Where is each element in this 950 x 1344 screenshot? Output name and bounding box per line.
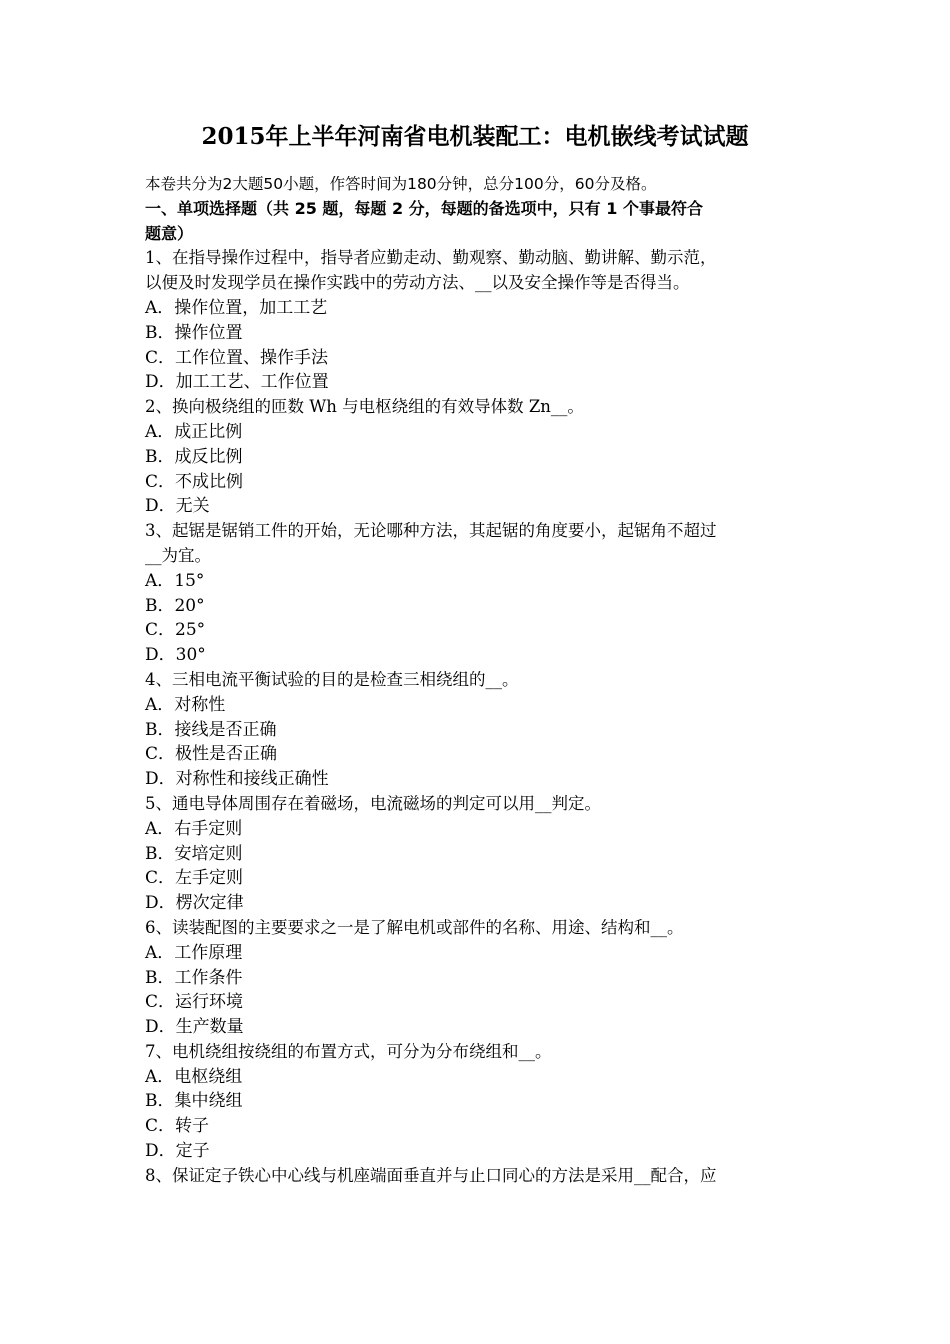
question-4-option-c: C．极性是否正确 (145, 744, 278, 765)
question-6-option-a: A．工作原理 (145, 942, 243, 963)
question-7-option-a: A．电枢绕组 (145, 1066, 243, 1087)
question-5-line-1: 5、通电导体周围存在着磁场，电流磁场的判定可以用__判定。 (145, 793, 601, 813)
section-heading-line-1: 一、单项选择题（共 25 题，每题 2 分，每题的备选项中，只有 1 个事最符合 (145, 198, 703, 218)
question-6-line-1: 6、读装配图的主要要求之一是了解电机或部件的名称、用途、结构和__。 (145, 917, 684, 937)
question-2-option-c: C．不成比例 (145, 471, 244, 492)
question-8-line-1: 8、保证定子铁心中心线与机座端面垂直并与止口同心的方法是采用__配合，应 (145, 1165, 717, 1185)
question-4-option-a: A．对称性 (145, 694, 226, 715)
question-7-option-c: C．转子 (145, 1116, 210, 1137)
question-1-option-b: B．操作位置 (145, 322, 243, 343)
question-6-option-c: C．运行环境 (145, 992, 244, 1013)
question-1-option-a: A．操作位置，加工工艺 (145, 297, 328, 318)
question-5-option-a: A．右手定则 (145, 818, 243, 839)
question-4-line-1: 4、三相电流平衡试验的目的是检查三相绕组的__。 (145, 669, 519, 689)
document-title: 2015年上半年河南省电机装配工：电机嵌线考试试题 (201, 123, 749, 150)
document-body (145, 172, 815, 1189)
question-5-option-b: B．安培定则 (145, 843, 243, 864)
question-6-option-d: D．生产数量 (145, 1017, 244, 1038)
question-2-option-b: B．成反比例 (145, 446, 243, 467)
question-3-option-c: C．25° (145, 620, 206, 641)
question-3-line-2: __为宜。 (145, 545, 211, 565)
question-7-line-1: 7、电机绕组按绕组的布置方式，可分为分布绕组和__。 (145, 1041, 552, 1061)
question-4-option-b: B．接线是否正确 (145, 719, 277, 740)
question-5-option-c: C．左手定则 (145, 868, 244, 889)
exam-intro: 本卷共分为2大题50小题，作答时间为180分钟，总分100分，60分及格。 (145, 175, 657, 193)
question-6-option-b: B．工作条件 (145, 967, 243, 988)
question-3-option-d: D．30° (145, 645, 206, 666)
question-3-line-1: 3、起锯是锯销工件的开始，无论哪种方法，其起锯的角度要小，起锯角不超过 (145, 521, 717, 541)
question-7-option-d: D．定子 (145, 1141, 210, 1162)
question-1-option-d: D．加工工艺、工作位置 (145, 372, 329, 393)
section-heading-line-2: 题意） (145, 223, 194, 243)
question-2-line-1: 2、换向极绕组的匝数 Wh 与电枢绕组的有效导体数 Zn__。 (145, 397, 584, 417)
question-7-option-b: B．集中绕组 (145, 1091, 243, 1112)
question-5-option-d: D．楞次定律 (145, 893, 244, 914)
question-3-option-a: A．15° (145, 570, 205, 591)
question-2-option-a: A．成正比例 (145, 421, 243, 442)
question-1-option-c: C．工作位置、操作手法 (145, 347, 329, 368)
question-1-line-1: 1、在指导操作过程中，指导者应勤走动、勤观察、勤动脑、勤讲解、勤示范， (145, 248, 717, 268)
question-1-line-2: 以便及时发现学员在操作实践中的劳动方法、__以及安全操作等是否得当。 (145, 273, 690, 293)
question-3-option-b: B．20° (145, 595, 205, 616)
question-4-option-d: D．对称性和接线正确性 (145, 769, 329, 790)
question-2-option-d: D．无关 (145, 496, 210, 517)
